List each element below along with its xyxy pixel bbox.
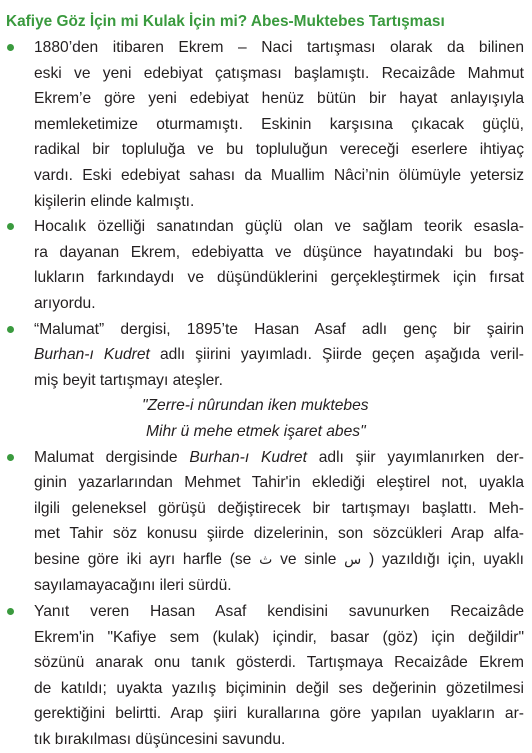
bullet-item-1: [6, 35, 524, 214]
text-fragment: ve sinle: [272, 550, 345, 568]
bullet-item-5: [6, 599, 524, 753]
text-line: ra dayanan Ekrem, edebiyatta ve düşünce hayatındaki bu boş-: [34, 243, 524, 261]
text-fragment: Malumat dergisinde: [34, 448, 190, 466]
text-line: sözünü anarak onu tanık gösterdi. Tartışmaya Recaizâde Ekrem: [34, 654, 524, 672]
bullet-item-2: [6, 214, 524, 316]
text-line: eski ve yeni edebiyat çatışması başlamıştı. Recaizâde Mahmut: [34, 64, 524, 82]
text-line: miş beyit tartışmayı ateşler.: [34, 371, 223, 389]
page-title: Kafiye Göz İçin mi Kulak İçin mi? Abes-Muktebes Tartışması: [6, 13, 445, 30]
text-line: lukların farkındaydı ve düşündüklerini gerçekleştirmek için fırsat: [34, 269, 524, 287]
bullet-list: [6, 35, 524, 753]
text-line: Yanıt veren Hasan Asaf kendisini savunurken Recaizâde: [34, 603, 524, 621]
text-fragment: besine göre iki ayrı harfle (se: [34, 550, 260, 568]
text-fragment: ) yazıldığı için, uyaklı: [361, 550, 525, 568]
text-line: [34, 445, 524, 471]
text-line: Hocalık özelliği sanatından güçlü olan ve sağlam teorik esasla-: [34, 218, 524, 236]
couplet: [34, 393, 524, 444]
text-line: met Tahir söz konusu şiirde dizelerinin, son sözcükleri Arap alfa-: [34, 525, 524, 543]
text-line: kişilerin elinde kalmıştı.: [34, 192, 195, 210]
bullet-item-3: [6, 317, 524, 445]
text-line: sayılamayacağını ileri sürdü.: [34, 577, 232, 595]
couplet-line-2: Mihr ü mehe etmek işaret abes": [146, 422, 366, 440]
text-line: de katıldı; uyakta yazılış biçiminin değil ses değerinin gözetilmesi: [34, 679, 524, 697]
text-fragment: adlı şiir yayımlanırken der-: [306, 448, 524, 466]
green-dot-icon: [7, 223, 14, 230]
poem-title: Burhan-ı Kudret: [189, 448, 307, 466]
couplet-line-1: "Zerre-i nûrundan iken muktebes: [142, 397, 369, 415]
arabic-letter-sin: س: [344, 551, 362, 568]
text-line: ilgili geleneksel görüşü değiştirecek bir tartışmayı başlattı. Meh-: [34, 499, 524, 517]
text-line: 1880’den itibaren Ekrem – Naci tartışması olarak da bilinen: [34, 39, 524, 56]
text-line: [34, 547, 524, 574]
text-line: “Malumat” dergisi, 1895’te Hasan Asaf adlı genç bir şairin: [34, 320, 524, 338]
green-dot-icon: [7, 326, 14, 333]
text-line: arıyordu.: [34, 294, 96, 312]
text-line: ginin yazarlarından Mehmet Tahir'in eklediği eleştirel not, uyakla: [34, 474, 524, 492]
arabic-letter-se: ث: [259, 551, 273, 568]
text-line: vardı. Eski edebiyat sahası da Muallim Nâci’nin ölümüyle yetersiz: [34, 166, 524, 184]
green-dot-icon: [7, 454, 14, 461]
text-line: tık bırakılması düşüncesini savundu.: [34, 731, 286, 749]
green-dot-icon: [7, 44, 14, 51]
text-line: [34, 342, 524, 368]
text-line: memleketimize oturmamıştı. Eskinin karşısına çıkacak güçlü,: [34, 115, 524, 133]
text-line: Ekrem'in "Kafiye sem (kulak) içindir, basar (göz) için değildir": [34, 628, 524, 646]
text-fragment: adlı şiirini yayımladı. Şiirde geçen aşağıda veril-: [149, 346, 524, 364]
green-dot-icon: [7, 608, 14, 615]
text-line: Ekrem’e göre yeni edebiyat henüz bütün bir hayat anlayışıyla: [34, 90, 524, 108]
text-line: radikal bir topluluğa ve bu topluluğun vereceği eserlere ihtiyaç: [34, 141, 524, 159]
bullet-item-4: [6, 445, 524, 600]
poem-title: Burhan-ı Kudret: [34, 346, 150, 364]
text-line: gerektiğini belirtti. Arap şiiri kurallarına göre yapılan uyakların ar-: [34, 705, 524, 723]
